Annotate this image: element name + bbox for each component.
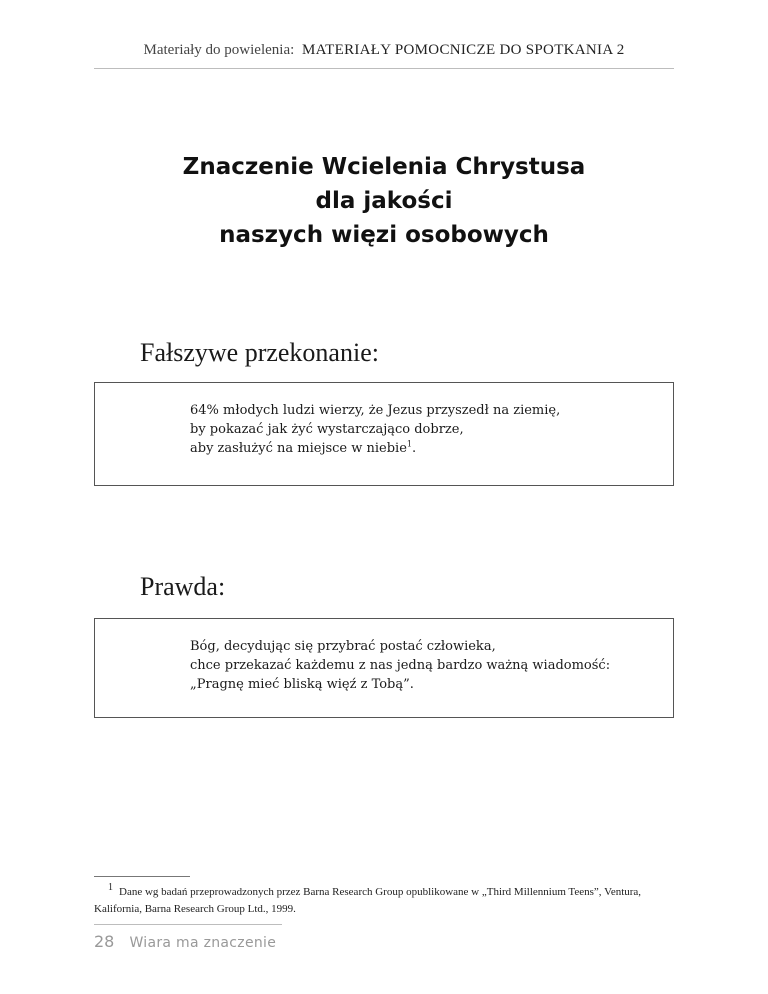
title-line: naszych więzi osobowych: [219, 222, 549, 248]
header-title: MATERIAŁY POMOCNICZE DO SPOTKANIA 2: [302, 42, 625, 58]
footnote-text: Dane wg badań przeprowadzonych przez Barna Research Group opublikowane w „Third Millennium Teens”, Ventura, Kalifornia, Barna Research Group Ltd., 1999.: [94, 886, 642, 915]
page-number: 28: [94, 932, 115, 951]
box-line: [190, 439, 673, 458]
page-footer: [94, 932, 276, 951]
section-heading-truth: Prawda:: [140, 572, 226, 601]
footnote: [94, 884, 690, 918]
running-header: [94, 42, 674, 59]
truth-box: [94, 618, 674, 718]
title-line: Znaczenie Wcielenia Chrystusa: [182, 154, 586, 180]
section-heading-false-belief: Fałszywe przekonanie:: [140, 338, 379, 367]
box-line-period: .: [412, 441, 417, 456]
box-line: Bóg, decydując się przybrać postać człowieka,: [190, 639, 496, 654]
header-divider: [94, 68, 674, 69]
box-line: „Pragnę mieć bliską więź z Tobą”.: [190, 677, 414, 692]
box-line: by pokazać jak żyć wystarczająco dobrze,: [190, 422, 464, 437]
footer-divider: [94, 924, 282, 925]
header-label: Materiały do powielenia:: [143, 42, 295, 58]
box-line-text: aby zasłużyć na miejsce w niebie: [190, 441, 407, 456]
false-belief-box: [94, 382, 674, 486]
box-line: 64% młodych ludzi wierzy, że Jezus przyszedł na ziemię,: [190, 403, 561, 418]
book-title: Wiara ma znaczenie: [129, 935, 277, 951]
title-line: dla jakości: [315, 188, 453, 214]
footnote-divider: [94, 876, 190, 877]
box-line: chce przekazać każdemu z nas jedną bardzo ważną wiadomość:: [190, 658, 611, 673]
page-title: [94, 150, 674, 252]
footnote-mark: 1: [108, 882, 113, 894]
footnote-reference: 1: [406, 439, 413, 449]
